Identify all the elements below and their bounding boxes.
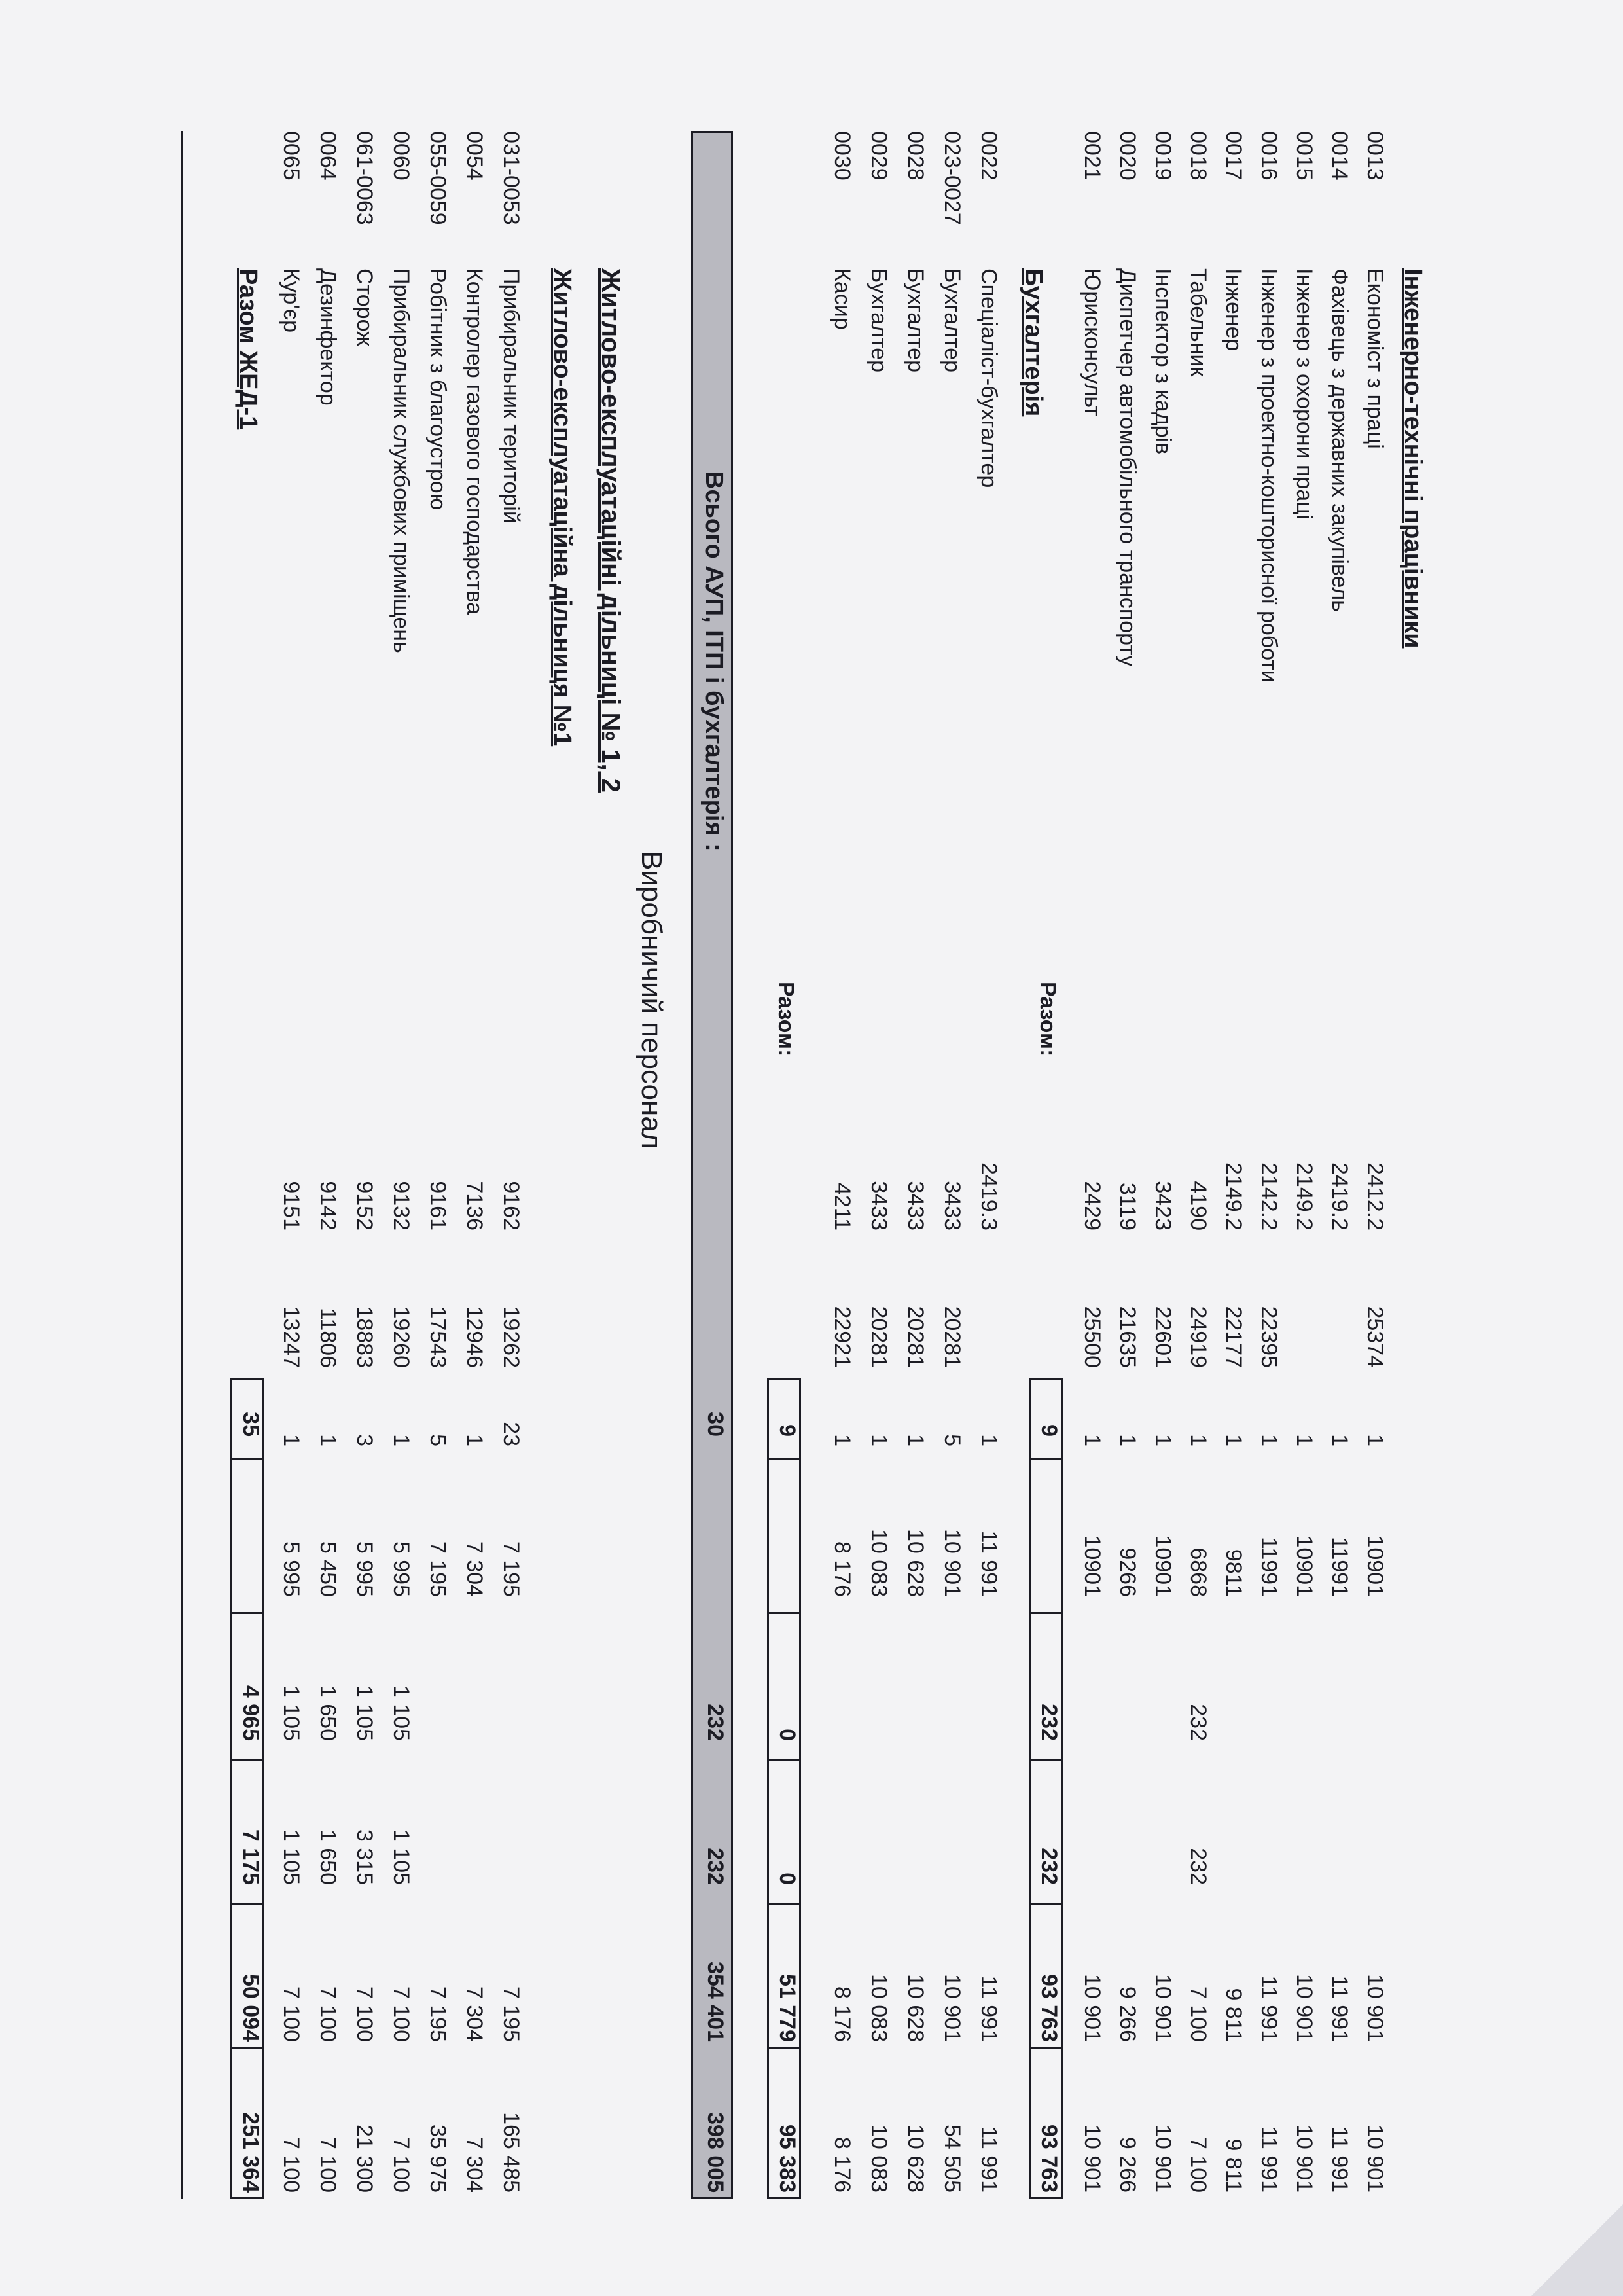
cell-total: 165 485 [499,2112,524,2193]
cell-count: 1 [1150,1434,1175,1446]
cell-month: 11 991 [1257,1975,1281,2042]
cell-total: 35 975 [425,2125,450,2193]
cell-a1: 1 105 [279,1685,304,1741]
cell-position: Юрисконсульт [1080,268,1105,416]
cell-code: 0013 [1363,131,1387,181]
cell-month: 9 811 [1221,1988,1246,2042]
cell-rate: 10901 [1363,1535,1387,1597]
cell-a2: 1 105 [389,1829,414,1885]
district1-razom-month: 50 094 [238,1974,263,2042]
cell-position: Кур'єр [279,268,304,333]
cell-salary: 9152 [352,1181,377,1230]
cell-fund: 13247 [279,1306,304,1368]
cell-salary: 9142 [315,1181,340,1230]
cell-position: Інспектор з кадрів [1150,268,1175,455]
cell-fund: 22177 [1221,1306,1246,1368]
cell-rate: 11991 [1257,1536,1281,1597]
production-title: Виробничий персонал [635,851,668,1149]
cell-count: 1 [1292,1434,1317,1446]
cell-month: 11 991 [1327,1975,1352,2042]
cell-rate: 7 304 [462,1541,487,1597]
cell-total: 7 304 [462,2136,487,2193]
cell-count: 1 [1221,1434,1246,1446]
grand-total-month: 354 401 [703,1962,728,2042]
cell-code: 0022 [976,131,1001,181]
cell-total: 7 100 [279,2136,304,2193]
table-row [897,131,928,2199]
cell-rate: 5 995 [389,1541,414,1597]
district1-razom-label: Разом ЖЕД-1 [234,268,262,430]
itp-razom-a1: 232 [1037,1704,1061,1741]
cell-total: 10 901 [1150,2125,1175,2193]
cell-total: 8 176 [830,2136,855,2193]
cell-total: 7 100 [389,2136,414,2193]
district1-razom-a2: 7 175 [238,1829,263,1885]
cell-month: 7 195 [499,1986,524,2042]
cell-code: 0015 [1292,131,1317,181]
table-row [419,131,450,2199]
cell-count: 1 [1257,1434,1281,1446]
cell-total: 7 100 [1186,2136,1211,2193]
accounting-section-title: Бухгалтерія [1020,268,1047,417]
cell-total: 11 991 [1257,2126,1281,2193]
cell-code: 0019 [1150,131,1175,181]
table-row [492,131,524,2199]
cell-rate: 10901 [1080,1535,1105,1597]
cell-salary: 4190 [1186,1181,1211,1230]
cell-month: 10 901 [1292,1974,1317,2042]
accounting-razom-count: 9 [775,1424,800,1437]
cell-fund: 25374 [1363,1306,1387,1368]
table-row [1321,131,1352,2199]
cell-fund: 20281 [903,1306,928,1368]
table-row [272,131,304,2199]
district1-razom-row [232,131,263,2199]
accounting-razom-label: Разом: [774,982,798,1057]
table-row [309,131,340,2199]
cell-salary: 2412.2 [1363,1162,1387,1230]
cell-total: 54 505 [940,2125,965,2193]
cell-month: 8 176 [830,1986,855,2042]
cell-code: 0021 [1080,131,1105,181]
cell-salary: 3433 [903,1181,928,1230]
cell-salary: 2419.3 [976,1162,1001,1230]
cell-fund: 12946 [462,1306,487,1368]
cell-code: 0065 [279,131,304,181]
table-row [455,131,487,2199]
cell-count: 1 [389,1434,414,1446]
cell-total: 9 266 [1115,2136,1140,2193]
table-row [860,131,891,2199]
cell-fund: 17543 [425,1306,450,1368]
cell-count: 1 [315,1434,340,1446]
cell-code: 0060 [389,131,414,181]
cell-position: Спеціаліст-бухгалтер [976,268,1001,488]
cell-salary: 2142.2 [1257,1162,1281,1230]
cell-code: 0014 [1327,131,1352,181]
table-row [1356,131,1387,2199]
table-row [1179,131,1211,2199]
cell-position: Бухгалтер [940,268,965,372]
itp-section-title: Інженерно-технічні працівники [1399,268,1427,649]
cell-salary: 9161 [425,1181,450,1230]
cell-rate: 7 195 [499,1541,524,1597]
cell-position: Бухгалтер [903,268,928,372]
itp-razom-total: 93 763 [1037,2125,1061,2193]
cell-position: Інженер з проектно-кошторисної роботи [1257,268,1281,683]
cell-fund: 19262 [499,1306,524,1368]
table-row [1073,131,1105,2199]
cell-rate: 5 995 [352,1541,377,1597]
cell-rate: 6868 [1186,1547,1211,1597]
accounting-razom-total: 95 383 [775,2125,800,2193]
cell-code: 0029 [866,131,891,181]
cell-position: Інженер [1221,268,1246,351]
cell-salary: 2429 [1080,1181,1105,1230]
cell-count: 1 [830,1434,855,1446]
table-row [933,131,965,2199]
accounting-razom-a2: 0 [775,1873,800,1885]
cell-code: 0064 [315,131,340,181]
cell-code: 055-0059 [425,131,450,225]
folded-corner [1531,2204,1623,2296]
cell-code: 0054 [462,131,487,181]
cell-salary: 3423 [1150,1181,1175,1230]
cell-salary: 9132 [389,1181,414,1230]
cell-a1: 1 650 [315,1685,340,1741]
cell-a1: 232 [1186,1704,1211,1741]
cell-total: 7 100 [315,2136,340,2193]
cell-position: Інженер з охорони праці [1292,268,1317,520]
staff-schedule-sheet [52,131,1427,2225]
cell-count: 3 [352,1434,377,1446]
cell-count: 1 [866,1434,891,1446]
cell-total: 10 901 [1080,2125,1105,2193]
cell-salary: 2149.2 [1292,1162,1317,1230]
cell-a2: 3 315 [352,1829,377,1885]
cell-salary: 7136 [462,1181,487,1230]
cell-code: 031-0053 [499,131,524,225]
cell-code: 061-0063 [352,131,377,225]
grand-total-row [696,131,728,2199]
district1-title: Житлово-експлуатаційна дільниця №1 [548,268,576,747]
cell-month: 7 100 [352,1986,377,2042]
cell-total: 10 083 [866,2125,891,2193]
district1-razom-total: 251 364 [238,2112,263,2193]
cell-month: 7 100 [1186,1986,1211,2042]
cell-a1: 1 105 [352,1685,377,1741]
cell-salary: 2149.2 [1221,1162,1246,1230]
district1-razom-count: 35 [238,1412,263,1437]
grand-total-total: 398 005 [703,2112,728,2193]
cell-count: 1 [1327,1434,1352,1446]
itp-razom-count: 9 [1037,1424,1061,1437]
cell-rate: 8 176 [830,1541,855,1597]
cell-code: 0018 [1186,131,1211,181]
cell-salary: 2419.2 [1327,1162,1352,1230]
grand-total-label: Всього АУП, ІТП і бухгалтерія : [700,471,728,852]
cell-fund: 25500 [1080,1306,1105,1368]
cell-count: 1 [1080,1434,1105,1446]
accounting-razom-a1: 0 [775,1729,800,1741]
cell-month: 9 266 [1115,1986,1140,2042]
cell-count: 1 [279,1434,304,1446]
cell-count: 1 [1115,1434,1140,1446]
cell-fund: 19260 [389,1306,414,1368]
cell-count: 1 [1363,1434,1387,1446]
cell-position: Сторож [352,268,377,346]
cell-month: 10 901 [1080,1974,1105,2042]
cell-total: 11 991 [1327,2126,1352,2193]
cell-month: 11 991 [976,1975,1001,2042]
cell-rate: 11991 [1327,1536,1352,1597]
cell-fund: 20281 [866,1306,891,1368]
cell-fund: 20281 [940,1306,965,1368]
cell-count: 1 [903,1434,928,1446]
cell-month: 10 628 [903,1974,928,2042]
cell-count: 5 [425,1434,450,1446]
cell-a1: 1 105 [389,1685,414,1741]
bottom-rule [181,131,183,2199]
cell-month: 10 901 [1363,1974,1387,2042]
cell-position: Робітник з благоустрою [425,268,450,511]
table-row [1144,131,1175,2199]
itp-razom-month: 93 763 [1037,1974,1061,2042]
table-row [823,131,855,2199]
cell-position: Табельник [1186,268,1211,377]
table-row [1109,131,1140,2199]
itp-razom-a2: 232 [1037,1848,1061,1885]
cell-rate: 10 083 [866,1529,891,1597]
cell-position: Дезинфектор [315,268,340,406]
cell-fund: 22395 [1257,1306,1281,1368]
grand-total-count: 30 [703,1412,728,1437]
cell-month: 7 100 [389,1986,414,2042]
table-row [346,131,377,2199]
cell-position: Диспетчер автомобільного транспорту [1115,268,1140,667]
cell-position: Бухгалтер [866,268,891,372]
table-row [1215,131,1246,2199]
cell-a2: 1 650 [315,1829,340,1885]
cell-position: Прибиральник територій [499,268,524,524]
cell-total: 10 901 [1292,2125,1317,2193]
cell-fund: 24919 [1186,1306,1211,1368]
cell-code: 0020 [1115,131,1140,181]
cell-month: 7 100 [279,1986,304,2042]
cell-rate: 10901 [1292,1535,1317,1597]
table-row [1285,131,1317,2199]
cell-code: 0028 [903,131,928,181]
cell-total: 10 901 [1363,2125,1387,2193]
cell-rate: 10 901 [940,1529,965,1597]
cell-month: 7 304 [462,1986,487,2042]
cell-position: Касир [830,268,855,330]
district1-razom-a1: 4 965 [238,1685,263,1741]
cell-rate: 9811 [1221,1549,1246,1597]
itp-razom-label: Разом: [1035,982,1060,1057]
cell-salary: 4211 [830,1182,855,1230]
cell-month: 7 195 [425,1986,450,2042]
cell-fund: 22601 [1150,1306,1175,1368]
cell-position: Контролер газового господарства [462,268,487,615]
cell-count: 1 [976,1434,1001,1446]
cell-position: Економіст з праці [1363,268,1387,449]
cell-month: 10 901 [1150,1974,1175,2042]
cell-salary: 3119 [1115,1182,1140,1230]
cell-total: 10 628 [903,2125,928,2193]
accounting-razom-month: 51 779 [775,1974,800,2042]
cell-code: 0016 [1257,131,1281,181]
cell-code: 0017 [1221,131,1246,181]
cell-count: 23 [499,1422,524,1446]
cell-rate: 7 195 [425,1541,450,1597]
districts-title: Житлово-експлуатаційні дільниці № 1, 2 [596,268,625,793]
cell-rate: 9266 [1115,1547,1140,1597]
cell-salary: 9151 [279,1181,304,1230]
itp-razom-row [1030,131,1061,2199]
cell-month: 7 100 [315,1986,340,2042]
cell-total: 11 991 [976,2126,1001,2193]
cell-code: 023-0027 [940,131,965,225]
cell-position: Фахівець з державних закупівель [1327,268,1352,612]
grand-total-a2: 232 [703,1848,728,1885]
cell-month: 10 083 [866,1974,891,2042]
cell-salary: 3433 [866,1181,891,1230]
cell-total: 21 300 [352,2125,377,2193]
cell-salary: 9162 [499,1181,524,1230]
cell-rate: 10 628 [903,1529,928,1597]
cell-fund: 22921 [830,1306,855,1368]
cell-total: 9 811 [1221,2138,1246,2193]
accounting-razom-row [768,131,800,2199]
cell-rate: 5 450 [315,1541,340,1597]
cell-fund: 21635 [1115,1306,1140,1368]
cell-rate: 11 991 [976,1530,1001,1597]
cell-count: 1 [462,1434,487,1446]
cell-fund: 11806 [315,1307,340,1368]
table-row [382,131,414,2199]
table-row [1250,131,1281,2199]
cell-month: 10 901 [940,1974,965,2042]
cell-rate: 10901 [1150,1535,1175,1597]
cell-salary: 3433 [940,1181,965,1230]
grand-total-a1: 232 [703,1704,728,1741]
cell-a2: 232 [1186,1848,1211,1885]
cell-a2: 1 105 [279,1829,304,1885]
cell-fund: 18883 [352,1306,377,1368]
cell-count: 1 [1186,1434,1211,1446]
cell-count: 5 [940,1434,965,1446]
table-row [970,131,1001,2199]
cell-code: 0030 [830,131,855,181]
cell-position: Прибиральник службових приміщень [389,268,414,653]
cell-rate: 5 995 [279,1541,304,1597]
